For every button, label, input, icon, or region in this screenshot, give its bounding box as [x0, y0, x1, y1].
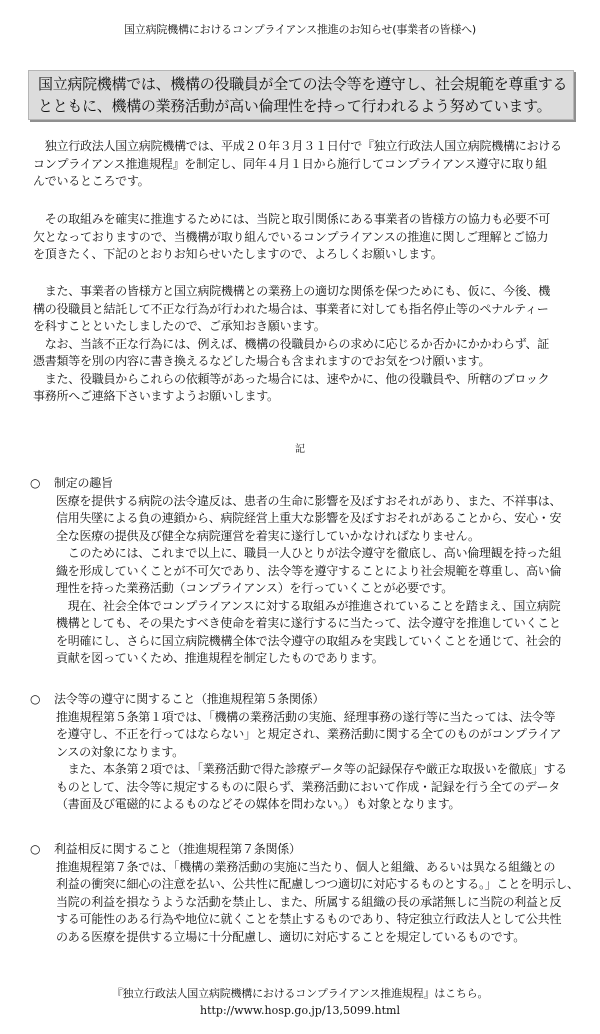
section-heading	[30, 841, 580, 859]
section-purpose	[30, 475, 580, 668]
text-line: 機構としても、その果たすべき使命を着実に遂行するに当たって、法令遵守を推進していくこと	[56, 616, 561, 630]
section-heading-text: 利益相反に関すること（推進規程第７条関係）	[54, 842, 301, 856]
banner-line: とともに、機構の業務活動が高い倫理性を持って行われるよう努めています。	[38, 97, 552, 115]
text-line: を明確にし、さらに国立病院機構全体で法令遵守の取組みを実践していくことを通じて、社会的	[56, 633, 562, 648]
text-line: 信用失墜による負の連鎖から、病院経営上重大な影響を及ぼすおそれがあることから、安心・安	[56, 511, 562, 525]
text-line: その取組みを確実に推進するためには、当院と取引関係にある事業者の皆様方の協力も必要不可	[33, 212, 551, 226]
text-line: （書面及び電磁的によるものなどその媒体を問わない。）も対象となります。	[56, 797, 461, 811]
text-line: なお、当該不正な行為には、例えば、機構の役職員からの求めに応じるか否かにかかわらず、証	[33, 336, 550, 351]
text-line: のある医療を提供する立場に十分配慮し、適切に対応することを規定しているものです。	[56, 929, 526, 944]
text-line: 全な医療の提供及び健全な病院運営を着実に遂行していかなければなりません。	[56, 528, 480, 543]
text-line: 独立行政法人国立病院機構では、平成２０年３月３１日付で『独立行政法人国立病院機構における	[33, 139, 562, 153]
text-line: 貢献を図っていくため、推進規程を制定したものであります。	[56, 651, 384, 665]
circle-bullet-icon: ○	[30, 692, 41, 706]
intro-paragraph-1	[33, 138, 578, 191]
section-heading	[30, 475, 580, 493]
text-line: また、役職員からこれらの依頼等があった場合には、速やかに、他の役職員や、所轄のブロック	[33, 371, 550, 386]
text-line: 当院の利益を損なうような活動を禁止し、また、所属する組織の長の承諾無しに当院の利益と反	[56, 894, 562, 909]
text-line: 欠となっておりますので、当機構が取り組んでいるコンプライアンスの推進に関しご理解とご協力	[33, 229, 549, 244]
text-line: コンプライアンス推進規程』を制定し、同年４月１日から施行してコンプライアンス遵守に取り組	[33, 156, 547, 171]
text-line: んでいるところです。	[33, 174, 150, 188]
text-line: する可能性のある行為や地位に就くことを禁止するものであり、特定独立行政法人として公共性	[56, 912, 562, 926]
text-line: 憑書類等を別の内容に書き換えるなどした場合も含まれますのでお気をつけ願います。	[33, 354, 491, 368]
policy-banner	[28, 70, 574, 120]
text-line: 利益の衝突に細心の注意を払い、公共性に配慮しつつ適切に対応するものとする。」ことを明示し、	[56, 877, 579, 891]
text-line: を遵守し、不正を行ってはならない」と規定され、業務活動に関する全てのものがコンプライア	[56, 727, 562, 741]
text-line: 現在、社会全体でコンプライアンスに対する取組みが推進されていることを踏まえ、国立病院	[56, 598, 561, 613]
text-line: 織を形成していくことが不可欠であり、法令等を遵守することにより社会規範を尊重し、高い倫	[56, 563, 562, 578]
text-line: 推進規程第７条では、「機構の業務活動の実施に当たり、個人と組織、あるいは異なる組織との	[56, 859, 556, 874]
text-line: ンスの対象になります。	[56, 744, 184, 759]
text-line: を頂きたく、下記のとおりお知らせいたしますので、よろしくお願いします。	[33, 247, 443, 261]
section-compliance	[30, 691, 580, 814]
intro-paragraph-2	[33, 211, 578, 264]
footer-url-link[interactable]: http://www.hosp.go.jp/13,5099.html	[200, 1004, 400, 1017]
text-line: このためには、これまで以上に、職員一人ひとりが法令遵守を徹底し、高い倫理観を持った組	[56, 546, 562, 560]
circle-bullet-icon: ○	[30, 842, 41, 856]
section-body	[30, 709, 580, 814]
banner-line: 国立病院機構では、機構の役職員が全ての法令等を遵守し、社会規範を尊重する	[38, 75, 568, 93]
circle-bullet-icon: ○	[30, 476, 41, 490]
text-line: また、本条第２項では、「業務活動で得た診療データ等の記録保存や厳正な取扱いを徹底」する	[56, 762, 568, 776]
footer-note: 『独立行政法人国立病院機構におけるコンプライアンス推進規程』はこちら。	[111, 987, 489, 1000]
intro-paragraph-3	[33, 283, 578, 406]
text-line: 推進規程第５条第１項では、「機構の業務活動の実施、経理事務の遂行等に当たっては、法令等	[56, 709, 556, 724]
section-conflict-of-interest	[30, 841, 580, 946]
ki-label: 記	[295, 444, 305, 455]
text-line: 理性を持った業務活動（コンプライアンス）を行っていくことが必要です。	[56, 581, 453, 595]
section-heading	[30, 691, 580, 709]
text-line: また、事業者の皆様方と国立病院機構との業務上の適切な関係を保つためにも、仮に、今後、機	[33, 284, 551, 298]
section-heading-text: 制定の趣旨	[54, 476, 113, 490]
section-heading-text: 法令等の遵守に関すること（推進規程第５条関係）	[54, 692, 325, 706]
text-line: を科すことといたしましたので、ご承知おき願います。	[33, 319, 326, 333]
text-line: 医療を提供する病院の法令違反は、患者の生命に影響を及ぼすおそれがあり、また、不祥事は、	[56, 493, 562, 508]
text-line: ものとして、法令等に規定するものに限らず、業務活動において作成・記録を行う全てのデータ	[56, 779, 561, 794]
section-body	[30, 859, 580, 947]
text-line: 構の役職員と結託して不正な行為が行われた場合は、事業者に対しても指名停止等のペナルティー	[33, 301, 549, 316]
text-line: 事務所へご連絡下さいますようお願いします。	[33, 389, 279, 403]
page-title: 国立病院機構におけるコンプライアンス推進のお知らせ(事業者の皆様へ)	[123, 23, 477, 36]
section-body	[30, 493, 580, 668]
